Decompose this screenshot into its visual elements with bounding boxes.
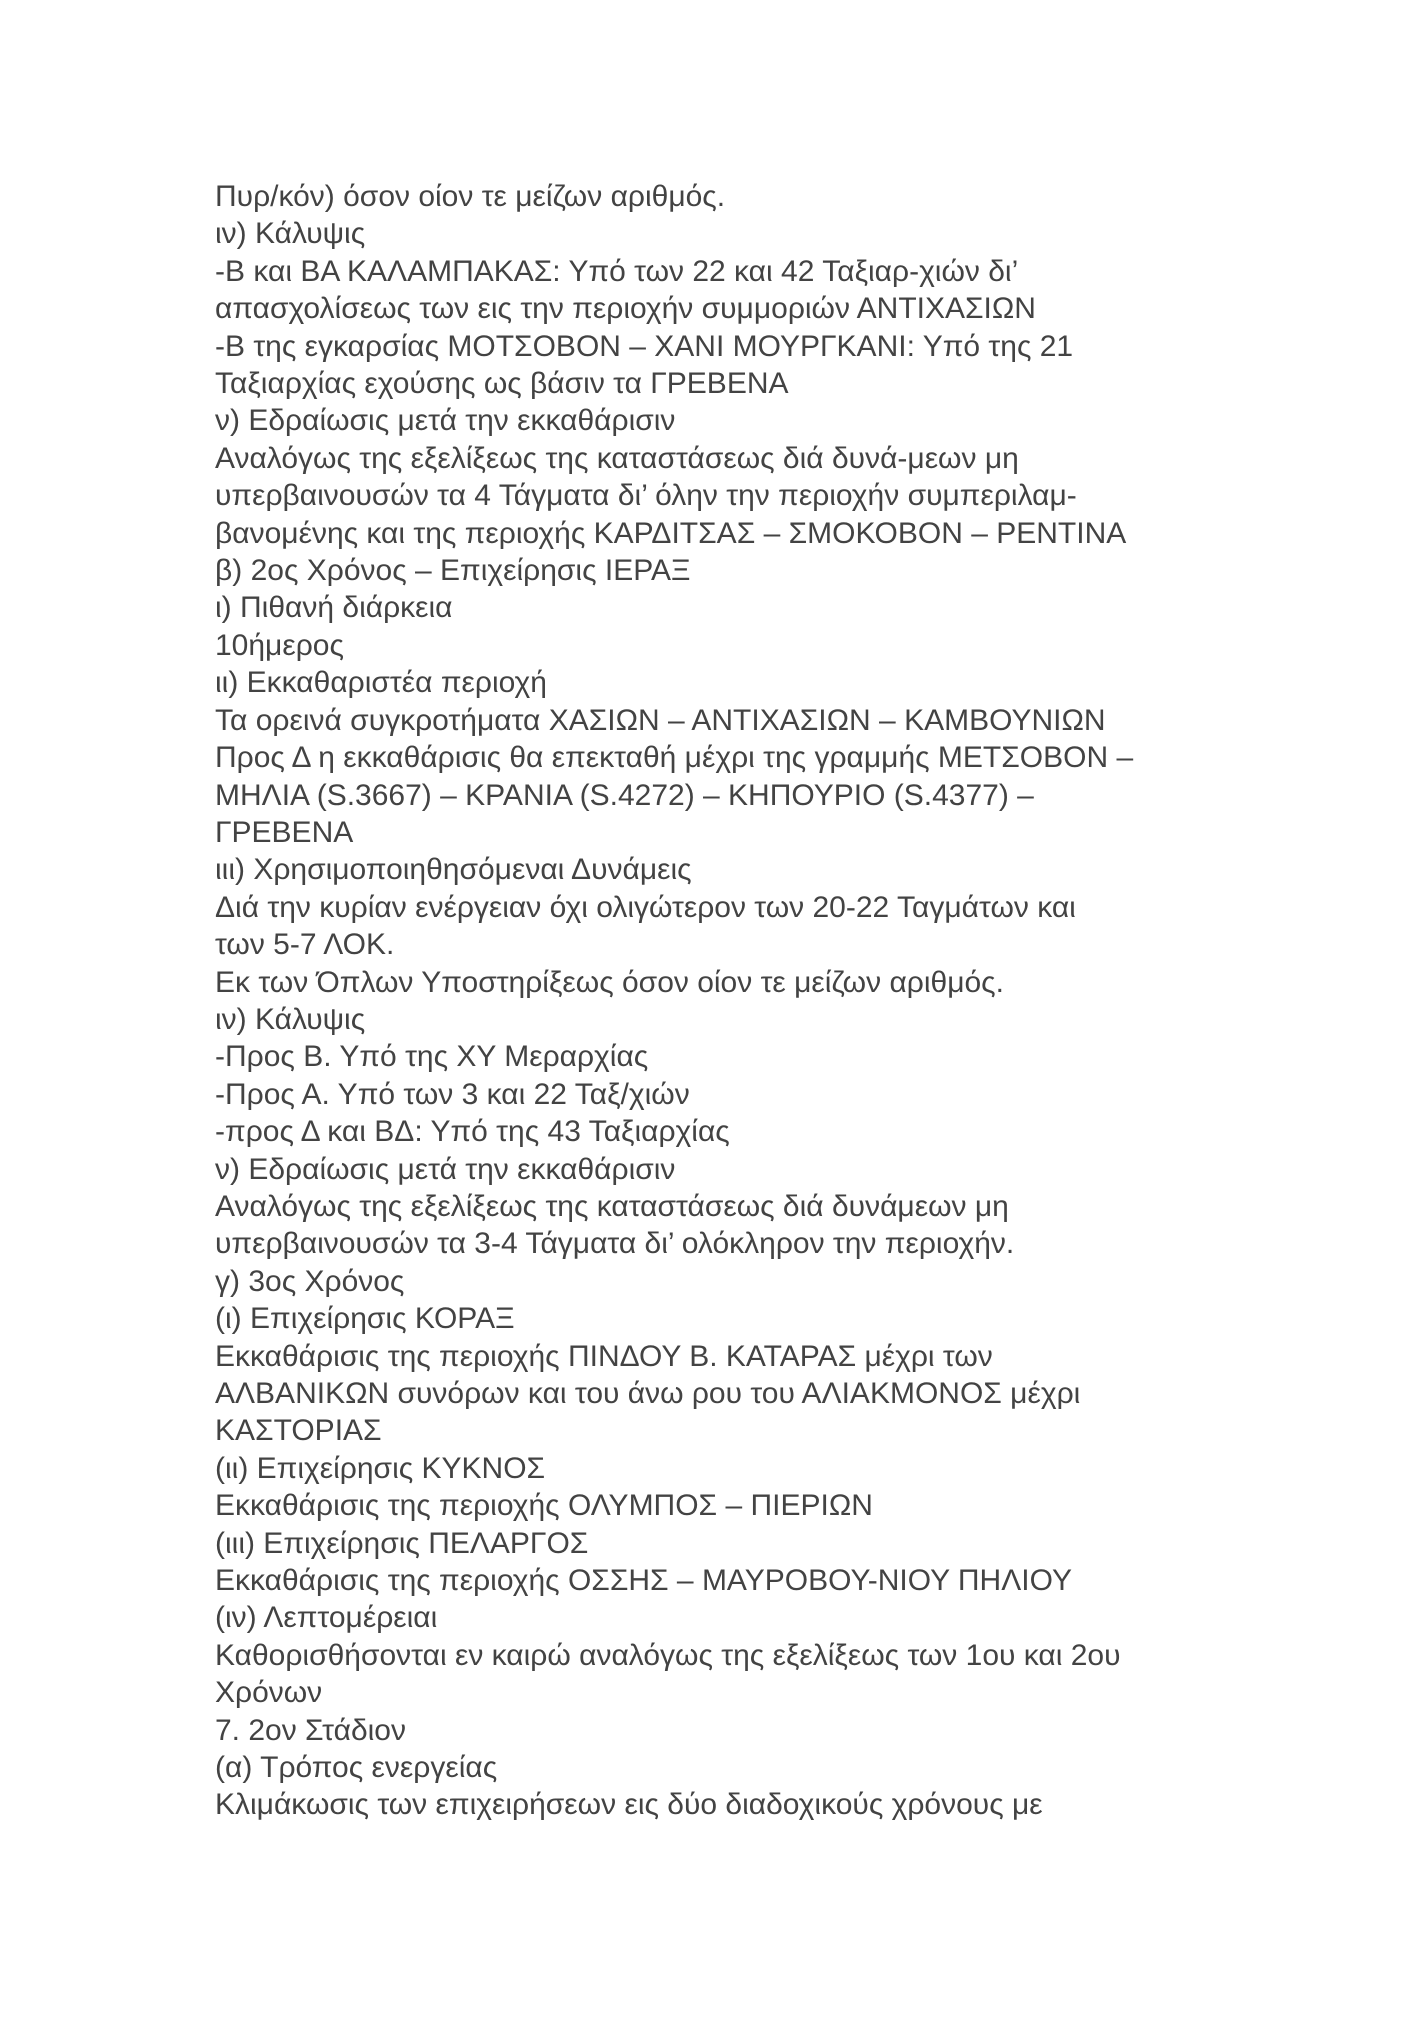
text-line: ΜΗΛΙΑ (S.3667) – ΚΡΑΝΙΑ (S.4272) – ΚΗΠΟΥΡΙΟ (S.4377) – <box>215 778 1034 812</box>
text-line: Ταξιαρχίας εχούσης ως βάσιν τα ΓΡΕΒΕΝΑ <box>215 367 789 401</box>
text-line: υπερβαινουσών τα 4 Τάγματα δι’ όλην την περιοχήν συμπεριλαμ- <box>215 479 1077 513</box>
text-line: (ιι) Επιχείρησις ΚΥΚΝΟΣ <box>215 1451 546 1485</box>
text-line: Αναλόγως της εξελίξεως της καταστάσεως διά δυνάμεων μη <box>215 1189 1009 1223</box>
text-line: Πυρ/κόν) όσον οίον τε μείζων αριθμός. <box>215 180 726 213</box>
text-line: Διά την κυρίαν ενέργειαν όχι ολιγώτερον των 20-22 Ταγμάτων και <box>215 890 1076 924</box>
text-line: Εκκαθάρισις της περιοχής ΠΙΝΔΟΥ Β. ΚΑΤΑΡΑΣ μέχρι των <box>215 1339 993 1373</box>
text-line: (ιν) Λεπτομέρειαι <box>215 1601 438 1635</box>
text-line: ιν) Κάλυψις <box>215 217 366 251</box>
text-line: Καθορισθήσονται εν καιρώ αναλόγως της εξελίξεως των 1ου και 2ου <box>215 1638 1121 1672</box>
text-line: γ) 3ος Χρόνος <box>215 1264 405 1298</box>
text-line: υπερβαινουσών τα 3-4 Τάγματα δι’ ολόκληρον την περιοχήν. <box>215 1227 1015 1261</box>
text-line: ΑΛΒΑΝΙΚΩΝ συνόρων και του άνω ρου του ΑΛΙΑΚΜΟΝΟΣ μέχρι <box>215 1377 1081 1410</box>
text-line: (ιιι) Επιχείρησις ΠΕΛΑΡΓΟΣ <box>215 1526 589 1560</box>
text-line: ΓΡΕΒΕΝΑ <box>215 815 354 849</box>
text-line: ιιι) Χρησιμοποιηθησόμεναι Δυνάμεις <box>215 853 692 887</box>
text-line: (α) Τρόπος ενεργείας <box>215 1751 498 1785</box>
text-line: Χρόνων <box>215 1676 323 1710</box>
text-line: ι) Πιθανή διάρκεια <box>215 591 453 625</box>
text-line: απασχολίσεως των εις την περιοχήν συμμοριών ΑΝΤΙΧΑΣΙΩΝ <box>215 292 1036 326</box>
text-line: Εκκαθάρισις της περιοχής ΟΣΣΗΣ – ΜΑΥΡΟΒΟΥ-ΝΙΟΥ ΠΗΛΙΟΥ <box>215 1564 1072 1598</box>
text-line: Εκ των Όπλων Υποστηρίξεως όσον οίον τε μείζων αριθμός. <box>215 965 1004 999</box>
text-line: (ι) Επιχείρησις ΚΟΡΑΞ <box>215 1302 515 1336</box>
text-line: ιι) Εκκαθαριστέα περιοχή <box>215 666 547 700</box>
text-line: -Β και ΒΑ ΚΑΛΑΜΠΑΚΑΣ: Υπό των 22 και 42 Ταξιαρ-χιών δι’ <box>215 254 1019 288</box>
text-line: ν) Εδραίωσις μετά την εκκαθάρισιν <box>215 1152 676 1186</box>
text-line: Κλιμάκωσις των επιχειρήσεων εις δύο διαδοχικούς χρόνους με <box>215 1788 1043 1822</box>
text-line: Αναλόγως της εξελίξεως της καταστάσεως διά δυνά-μεων μη <box>215 441 1019 475</box>
text-line: -Β της εγκαρσίας ΜΟΤΣΟΒΟΝ – ΧΑΝΙ ΜΟΥΡΓΚΑΝΙ: Υπό της 21 <box>215 329 1074 363</box>
text-line: Τα ορεινά συγκροτήματα ΧΑΣΙΩΝ – ΑΝΤΙΧΑΣΙΩΝ – ΚΑΜΒΟΥΝΙΩΝ <box>215 703 1106 737</box>
text-line: ΚΑΣΤΟΡΙΑΣ <box>215 1414 382 1448</box>
text-line: -Προς Β. Υπό της ΧΥ Μεραρχίας <box>215 1040 649 1074</box>
text-line: 10ήμερος <box>215 628 344 662</box>
document-text-block <box>215 178 1375 1824</box>
text-line: ιν) Κάλυψις <box>215 1002 366 1036</box>
text-line: -προς Δ και ΒΔ: Υπό της 43 Ταξιαρχίας <box>215 1115 730 1149</box>
text-line: Εκκαθάρισις της περιοχής ΟΛΥΜΠΟΣ – ΠΙΕΡΙΩΝ <box>215 1489 873 1523</box>
text-line: των 5-7 ΛΟΚ. <box>215 928 395 962</box>
text-line: ν) Εδραίωσις μετά την εκκαθάρισιν <box>215 404 676 438</box>
text-line: 7. 2ον Στάδιον <box>215 1713 406 1747</box>
text-line: Προς Δ η εκκαθάρισις θα επεκταθή μέχρι της γραμμής ΜΕΤΣΟΒΟΝ – <box>215 741 1134 775</box>
text-line: βανομένης και της περιοχής ΚΑΡΔΙΤΣΑΣ – ΣΜΟΚΟΒΟΝ – ΡΕΝΤΙΝΑ <box>215 516 1127 550</box>
text-line: β) 2ος Χρόνος – Επιχείρησις ΙΕΡΑΞ <box>215 554 691 588</box>
text-line: -Προς Α. Υπό των 3 και 22 Ταξ/χιών <box>215 1077 690 1111</box>
